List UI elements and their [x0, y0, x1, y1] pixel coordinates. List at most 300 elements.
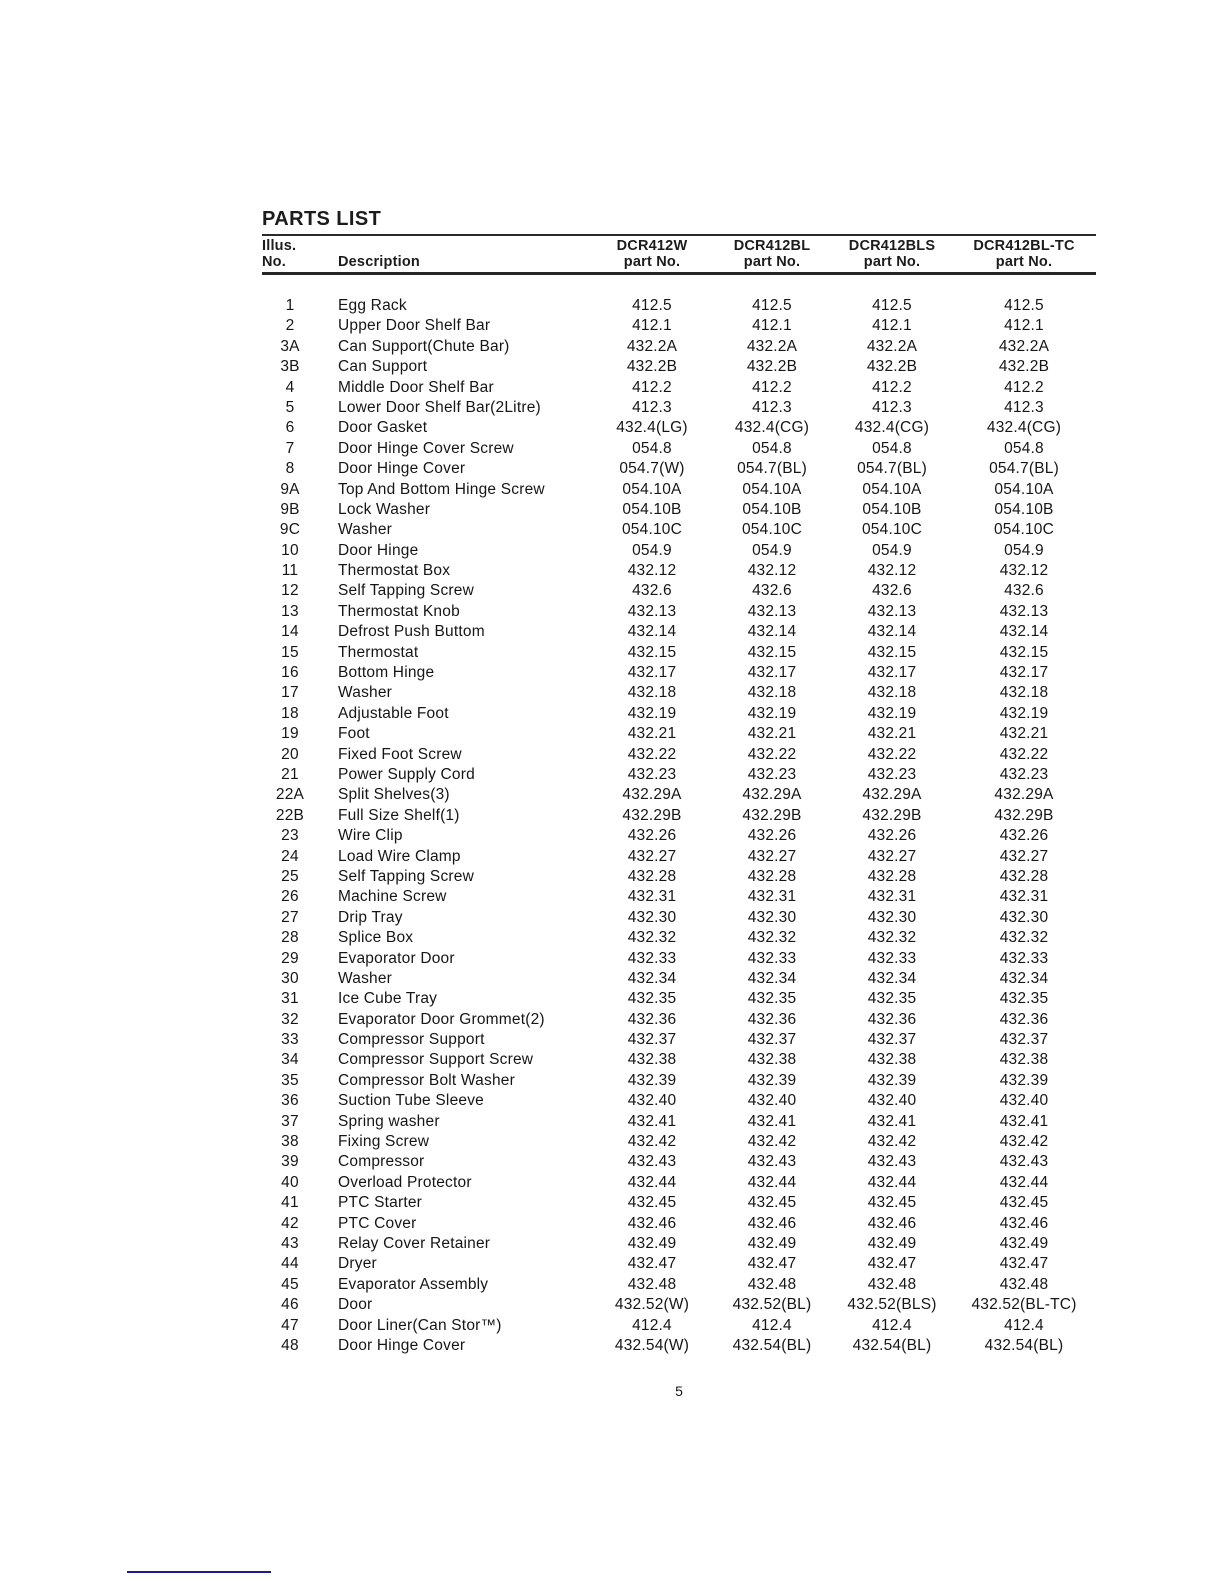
part-no-dcr412bl-tc: 432.19	[999, 704, 1049, 722]
part-no-dcr412bl: 432.31	[747, 888, 797, 906]
part-no-dcr412w: 432.27	[627, 847, 677, 865]
part-no-dcr412w: 432.49	[627, 1234, 677, 1252]
part-no-dcr412bl: 412.4	[752, 1316, 792, 1334]
part-no-dcr412bl: 432.44	[747, 1173, 797, 1191]
part-no-dcr412bls: 432.47	[867, 1255, 917, 1273]
part-no-dcr412bl-tc: 432.29B	[994, 806, 1054, 824]
table-row	[262, 439, 1096, 459]
part-no-dcr412bls: 432.12	[867, 562, 917, 580]
illus-no: 39	[281, 1153, 299, 1171]
illus-no: 38	[281, 1133, 299, 1151]
part-no-dcr412bls: 432.18	[867, 684, 917, 702]
illus-no: 9B	[280, 500, 300, 518]
part-no-dcr412bls: 054.9	[872, 541, 912, 559]
part-no-dcr412bls: 432.15	[867, 643, 917, 661]
part-no-dcr412w: 432.44	[627, 1173, 677, 1191]
part-no-dcr412w: 432.26	[627, 827, 677, 845]
part-description: Washer	[338, 684, 393, 702]
part-no-dcr412bl-tc: 412.3	[1004, 398, 1044, 416]
part-no-dcr412w: 432.40	[627, 1092, 677, 1110]
illus-no: 24	[281, 847, 299, 865]
illus-no: 3A	[280, 337, 300, 355]
part-no-dcr412w: 412.3	[632, 398, 672, 416]
part-description: Fixed Foot Screw	[338, 745, 462, 763]
part-no-dcr412bl-tc: 432.26	[999, 827, 1049, 845]
part-no-dcr412w: 412.5	[632, 297, 672, 314]
part-no-dcr412bl-tc: 432.41	[999, 1112, 1049, 1130]
part-description: Washer	[338, 969, 393, 987]
part-no-label: part No.	[743, 253, 801, 270]
illus-no: 10	[281, 541, 299, 559]
table-row	[262, 806, 1096, 826]
part-no-dcr412bl: 432.54(BL)	[732, 1336, 812, 1354]
part-no-dcr412bl: 432.28	[747, 867, 797, 885]
part-no-dcr412w: 054.10B	[622, 500, 682, 518]
part-no-dcr412bl-tc: 432.14	[999, 623, 1049, 641]
illus-no: 2	[285, 317, 295, 335]
part-no-dcr412w: 432.28	[627, 867, 677, 885]
part-description: Spring washer	[338, 1112, 440, 1130]
part-no-dcr412bls: 432.33	[867, 949, 917, 967]
part-no-dcr412w: 432.43	[627, 1153, 677, 1171]
part-no-dcr412w: 432.13	[627, 602, 677, 620]
part-no-dcr412bl: 432.52(BL)	[732, 1296, 812, 1314]
part-no-dcr412w: 432.52(W)	[614, 1296, 690, 1314]
part-no-dcr412bl: 432.21	[747, 725, 797, 743]
page-title: PARTS LIST	[262, 208, 382, 230]
part-no-dcr412bls: 432.52(BLS)	[847, 1296, 937, 1314]
part-no-dcr412bls: 432.4(CG)	[854, 419, 930, 437]
part-no-dcr412bls: 432.41	[867, 1112, 917, 1130]
table-row	[262, 378, 1096, 398]
table-row	[262, 1112, 1096, 1132]
part-no-dcr412bl: 432.15	[747, 643, 797, 661]
illus-no: 9A	[280, 480, 300, 498]
part-no-dcr412bl: 432.37	[747, 1031, 797, 1049]
illus-no: 30	[281, 969, 299, 987]
part-no-dcr412bls: 432.38	[867, 1051, 917, 1069]
illus-label: Illus.	[262, 238, 297, 254]
part-no-dcr412w: 432.46	[627, 1214, 677, 1232]
illus-no: 43	[281, 1234, 299, 1252]
part-no-dcr412bl-tc: 054.9	[1004, 541, 1044, 559]
illus-no: 14	[281, 623, 299, 641]
part-no-dcr412bls: 432.32	[867, 929, 917, 947]
part-no-dcr412w: 432.22	[627, 745, 677, 763]
part-no-dcr412bl: 432.26	[747, 827, 797, 845]
part-no-dcr412bl-tc: 432.46	[999, 1214, 1049, 1232]
table-row	[262, 847, 1096, 867]
table-row	[262, 1336, 1096, 1356]
part-no-dcr412bls: 432.27	[867, 847, 917, 865]
part-no-dcr412w: 054.9	[632, 541, 672, 559]
part-no-dcr412bl-tc: 432.40	[999, 1092, 1049, 1110]
table-row	[262, 1132, 1096, 1152]
illus-no: 11	[281, 562, 299, 580]
part-description: Door Liner(Can Stor™)	[338, 1316, 502, 1334]
parts-table-body	[262, 296, 1096, 1356]
table-row	[262, 908, 1096, 928]
part-no-dcr412bl: 432.19	[747, 704, 797, 722]
illus-no: 20	[281, 745, 299, 763]
part-no-dcr412w: 412.1	[632, 317, 672, 335]
part-no-dcr412w: 432.45	[627, 1194, 677, 1212]
part-no-dcr412bl-tc: 432.15	[999, 643, 1049, 661]
part-description: PTC Cover	[338, 1214, 417, 1232]
illus-no: 3B	[280, 358, 300, 376]
part-no-dcr412bls: 432.44	[867, 1173, 917, 1191]
part-no-dcr412bl: 432.32	[747, 929, 797, 947]
part-no-dcr412bl: 432.43	[747, 1153, 797, 1171]
part-description: Wire Clip	[338, 827, 403, 845]
table-row	[262, 989, 1096, 1009]
part-no-dcr412bls: 432.26	[867, 827, 917, 845]
part-no-dcr412bl: 432.34	[747, 969, 797, 987]
part-no-dcr412bls: 432.13	[867, 602, 917, 620]
part-no-label: part No.	[995, 253, 1053, 270]
part-description: Compressor Support Screw	[338, 1051, 534, 1069]
part-no-dcr412bl-tc: 432.33	[999, 949, 1049, 967]
part-no-dcr412w: 432.34	[627, 969, 677, 987]
table-row	[262, 316, 1096, 336]
part-no-dcr412bl-tc: 054.10C	[993, 521, 1054, 539]
part-no-dcr412bls: 412.3	[872, 398, 912, 416]
part-no-dcr412bls: 432.39	[867, 1071, 917, 1089]
illus-no: 44	[281, 1255, 299, 1273]
title-rule	[262, 234, 1096, 236]
part-description: Thermostat	[338, 643, 419, 661]
part-description: Evaporator Door Grommet(2)	[338, 1010, 545, 1028]
part-description: Can Support(Chute Bar)	[338, 337, 510, 355]
part-no-dcr412bl: 432.30	[747, 908, 797, 926]
part-no-dcr412w: 432.4(LG)	[616, 419, 688, 437]
table-row	[262, 643, 1096, 663]
part-description: Door Hinge	[338, 541, 419, 559]
table-row	[262, 1071, 1096, 1091]
illus-no: 21	[281, 765, 299, 783]
part-no-dcr412bls: 432.49	[867, 1234, 917, 1252]
illus-no: 9C	[279, 521, 301, 539]
illus-no: 40	[281, 1173, 299, 1191]
part-description: Full Size Shelf(1)	[338, 806, 460, 824]
illus-no: 34	[281, 1051, 299, 1069]
part-no-dcr412bl: 432.4(CG)	[734, 419, 810, 437]
illus-no: 37	[281, 1112, 299, 1130]
part-description: PTC Starter	[338, 1194, 423, 1212]
part-no-dcr412bl-tc: 432.37	[999, 1031, 1049, 1049]
illus-no: 22A	[275, 786, 305, 804]
part-description: Compressor	[338, 1153, 425, 1171]
part-no-dcr412bls: 432.36	[867, 1010, 917, 1028]
illus-no: 27	[281, 908, 299, 926]
part-description: Foot	[338, 725, 370, 743]
illus-no: 8	[285, 460, 295, 478]
part-no-dcr412bl-tc: 412.4	[1004, 1316, 1044, 1334]
illus-no: 32	[281, 1010, 299, 1028]
part-description: Fixing Screw	[338, 1133, 430, 1151]
part-description: Lower Door Shelf Bar(2Litre)	[338, 398, 541, 416]
illus-no: 35	[281, 1071, 299, 1089]
part-no-dcr412bl-tc: 432.28	[999, 867, 1049, 885]
part-no-dcr412w: 432.18	[627, 684, 677, 702]
table-row	[262, 1316, 1096, 1336]
part-no-dcr412bl: 432.46	[747, 1214, 797, 1232]
illus-no: 4	[285, 378, 295, 396]
table-row	[262, 602, 1096, 622]
illus-no: 15	[281, 643, 299, 661]
part-description: Egg Rack	[338, 297, 407, 314]
part-description: Defrost Push Buttom	[338, 623, 485, 641]
table-row	[262, 459, 1096, 479]
part-no-dcr412bl: 054.8	[752, 439, 792, 457]
part-no-dcr412bl: 432.23	[747, 765, 797, 783]
column-header-dcr412bl-tc	[952, 239, 1096, 270]
illus-no: 13	[281, 602, 299, 620]
part-no-dcr412bl: 432.22	[747, 745, 797, 763]
part-no-dcr412bls: 432.43	[867, 1153, 917, 1171]
illus-no: 42	[281, 1214, 299, 1232]
part-description: Load Wire Clamp	[338, 847, 461, 865]
part-no-dcr412bl-tc: 432.12	[999, 562, 1049, 580]
part-no-dcr412bls: 432.30	[867, 908, 917, 926]
part-no-dcr412w: 412.4	[632, 1316, 672, 1334]
table-row	[262, 1275, 1096, 1295]
part-no-dcr412w: 432.37	[627, 1031, 677, 1049]
part-no-dcr412bl-tc: 432.54(BL)	[984, 1336, 1064, 1354]
part-no-dcr412bl-tc: 432.22	[999, 745, 1049, 763]
part-no-dcr412bl: 432.29A	[742, 786, 802, 804]
column-header-dcr412bl	[712, 239, 832, 270]
part-no-dcr412bls: 432.40	[867, 1092, 917, 1110]
illus-no: 45	[281, 1275, 299, 1293]
part-no-dcr412bl: 432.48	[747, 1275, 797, 1293]
part-no-dcr412bls: 432.45	[867, 1194, 917, 1212]
part-no-dcr412bl-tc: 432.38	[999, 1051, 1049, 1069]
part-no-dcr412w: 432.19	[627, 704, 677, 722]
table-row	[262, 500, 1096, 520]
table-row	[262, 1193, 1096, 1213]
table-row	[262, 1214, 1096, 1234]
part-no-dcr412bl: 432.2B	[746, 358, 798, 376]
part-no-dcr412bl: 432.27	[747, 847, 797, 865]
part-no-dcr412bl-tc: 432.2B	[998, 358, 1050, 376]
part-no-dcr412bl: 432.45	[747, 1194, 797, 1212]
no-label: No.	[262, 253, 286, 270]
part-description: Door Hinge Cover	[338, 1336, 466, 1354]
part-no-dcr412bls: 432.19	[867, 704, 917, 722]
part-description: Washer	[338, 521, 393, 539]
part-description: Drip Tray	[338, 908, 403, 926]
part-no-dcr412bl-tc: 432.23	[999, 765, 1049, 783]
part-description: Dryer	[338, 1255, 377, 1273]
part-no-dcr412bls: 054.8	[872, 439, 912, 457]
part-no-dcr412bls: 412.5	[872, 297, 912, 314]
part-no-dcr412bls: 432.22	[867, 745, 917, 763]
model-name: DCR412BLS	[848, 238, 936, 254]
table-row	[262, 826, 1096, 846]
part-no-dcr412bl: 412.3	[752, 398, 792, 416]
model-name: DCR412BL-TC	[973, 238, 1075, 254]
part-no-dcr412bls: 412.4	[872, 1316, 912, 1334]
part-no-dcr412w: 054.7(W)	[619, 460, 685, 478]
illus-no: 22B	[275, 806, 305, 824]
part-no-dcr412bl-tc: 432.36	[999, 1010, 1049, 1028]
part-no-dcr412bls: 432.35	[867, 990, 917, 1008]
part-no-dcr412bl: 432.6	[752, 582, 792, 600]
table-row	[262, 418, 1096, 438]
part-no-dcr412bl-tc: 432.21	[999, 725, 1049, 743]
table-row	[262, 765, 1096, 785]
part-no-dcr412bls: 412.2	[872, 378, 912, 396]
part-no-dcr412bl-tc: 432.6	[1004, 582, 1044, 600]
page-number: 5	[675, 1383, 683, 1399]
table-row	[262, 1010, 1096, 1030]
part-no-dcr412bls: 432.31	[867, 888, 917, 906]
table-row	[262, 581, 1096, 601]
part-no-dcr412w: 432.17	[627, 664, 677, 682]
part-description: Thermostat Box	[338, 562, 451, 580]
part-no-dcr412w: 432.21	[627, 725, 677, 743]
table-row	[262, 1050, 1096, 1070]
part-no-dcr412w: 432.36	[627, 1010, 677, 1028]
part-no-dcr412bls: 432.6	[872, 582, 912, 600]
illus-no: 26	[281, 888, 299, 906]
part-description: Adjustable Foot	[338, 704, 449, 722]
part-description: Middle Door Shelf Bar	[338, 378, 494, 396]
part-no-dcr412w: 432.33	[627, 949, 677, 967]
part-no-dcr412bl: 432.29B	[742, 806, 802, 824]
table-row	[262, 337, 1096, 357]
illus-no: 47	[281, 1316, 299, 1334]
part-no-dcr412w: 432.23	[627, 765, 677, 783]
table-row	[262, 1152, 1096, 1172]
part-no-dcr412bls: 432.46	[867, 1214, 917, 1232]
part-no-dcr412w: 432.47	[627, 1255, 677, 1273]
parts-list-section	[262, 208, 1096, 1356]
part-no-dcr412bl-tc: 432.45	[999, 1194, 1049, 1212]
part-no-dcr412bl: 432.35	[747, 990, 797, 1008]
part-no-dcr412bls: 054.10A	[862, 480, 922, 498]
part-description: Self Tapping Screw	[338, 867, 475, 885]
table-row	[262, 724, 1096, 744]
part-description: Lock Washer	[338, 500, 431, 518]
part-no-dcr412bls: 432.2A	[866, 337, 918, 355]
part-no-dcr412bl: 432.2A	[746, 337, 798, 355]
column-header-description: Description	[338, 253, 420, 270]
part-no-label: part No.	[623, 253, 681, 270]
part-no-dcr412bl: 432.47	[747, 1255, 797, 1273]
part-description: Door Hinge Cover Screw	[338, 439, 514, 457]
part-no-dcr412bl: 432.13	[747, 602, 797, 620]
part-no-dcr412bl-tc: 432.39	[999, 1071, 1049, 1089]
part-no-dcr412bl-tc: 432.4(CG)	[986, 419, 1062, 437]
part-no-dcr412bl-tc: 432.29A	[994, 786, 1054, 804]
part-no-dcr412w: 432.32	[627, 929, 677, 947]
part-no-dcr412bl: 432.12	[747, 562, 797, 580]
part-no-dcr412bl: 432.14	[747, 623, 797, 641]
part-no-dcr412w: 432.2A	[626, 337, 678, 355]
table-row	[262, 622, 1096, 642]
part-no-dcr412bls: 432.23	[867, 765, 917, 783]
part-no-dcr412bl: 054.10C	[741, 521, 802, 539]
part-no-label: part No.	[863, 253, 921, 270]
illus-no: 41	[281, 1194, 299, 1212]
part-no-dcr412bl-tc: 432.42	[999, 1133, 1049, 1151]
part-no-dcr412bl: 054.9	[752, 541, 792, 559]
part-description: Top And Bottom Hinge Screw	[338, 480, 545, 498]
illus-no: 17	[281, 684, 299, 702]
part-description: Relay Cover Retainer	[338, 1234, 491, 1252]
part-no-dcr412bl-tc: 432.49	[999, 1234, 1049, 1252]
part-no-dcr412bls: 432.2B	[866, 358, 918, 376]
part-description: Ice Cube Tray	[338, 990, 438, 1008]
part-no-dcr412bls: 432.29B	[862, 806, 922, 824]
table-row	[262, 949, 1096, 969]
part-description: Bottom Hinge	[338, 664, 435, 682]
table-row	[262, 357, 1096, 377]
illus-no: 5	[285, 398, 295, 416]
part-no-dcr412bls: 432.29A	[862, 786, 922, 804]
part-no-dcr412bl-tc: 432.52(BL-TC)	[971, 1296, 1077, 1314]
part-no-dcr412w: 054.8	[632, 439, 672, 457]
part-no-dcr412bl-tc: 432.18	[999, 684, 1049, 702]
part-no-dcr412bl: 412.1	[752, 317, 792, 335]
model-name: DCR412BL	[733, 238, 811, 254]
column-header-dcr412bls	[832, 239, 952, 270]
model-name: DCR412W	[616, 238, 688, 254]
part-no-dcr412w: 432.38	[627, 1051, 677, 1069]
table-row	[262, 969, 1096, 989]
part-no-dcr412bl: 412.5	[752, 297, 792, 314]
part-description: Evaporator Door	[338, 949, 455, 967]
part-no-dcr412bls: 432.54(BL)	[852, 1336, 932, 1354]
table-row	[262, 704, 1096, 724]
part-no-dcr412bl-tc: 054.7(BL)	[989, 460, 1059, 478]
part-description: Splice Box	[338, 929, 414, 947]
part-no-dcr412bl-tc: 054.8	[1004, 439, 1044, 457]
part-no-dcr412w: 412.2	[632, 378, 672, 396]
part-no-dcr412bl-tc: 054.10B	[994, 500, 1054, 518]
table-row	[262, 520, 1096, 540]
part-description: Upper Door Shelf Bar	[338, 317, 491, 335]
table-row	[262, 1234, 1096, 1254]
part-no-dcr412w: 432.35	[627, 990, 677, 1008]
part-no-dcr412bl: 432.39	[747, 1071, 797, 1089]
part-description: Split Shelves(3)	[338, 786, 450, 804]
table-row	[262, 887, 1096, 907]
illus-no: 25	[281, 867, 299, 885]
part-no-dcr412bls: 432.42	[867, 1133, 917, 1151]
part-no-dcr412bls: 054.7(BL)	[857, 460, 927, 478]
part-no-dcr412w: 432.2B	[626, 358, 678, 376]
part-description: Door Hinge Cover	[338, 460, 466, 478]
part-no-dcr412bl: 432.38	[747, 1051, 797, 1069]
illus-no: 16	[281, 664, 299, 682]
illus-no: 33	[281, 1031, 299, 1049]
part-no-dcr412bl-tc: 432.47	[999, 1255, 1049, 1273]
part-no-dcr412w: 432.48	[627, 1275, 677, 1293]
part-no-dcr412w: 432.54(W)	[614, 1336, 690, 1354]
illus-no: 7	[285, 439, 295, 457]
table-row	[262, 683, 1096, 703]
part-description: Power Supply Cord	[338, 765, 475, 783]
part-no-dcr412bls: 432.37	[867, 1031, 917, 1049]
part-no-dcr412w: 432.14	[627, 623, 677, 641]
illus-no: 23	[281, 827, 299, 845]
table-row	[262, 541, 1096, 561]
part-description: Self Tapping Screw	[338, 582, 475, 600]
part-description: Machine Screw	[338, 888, 447, 906]
